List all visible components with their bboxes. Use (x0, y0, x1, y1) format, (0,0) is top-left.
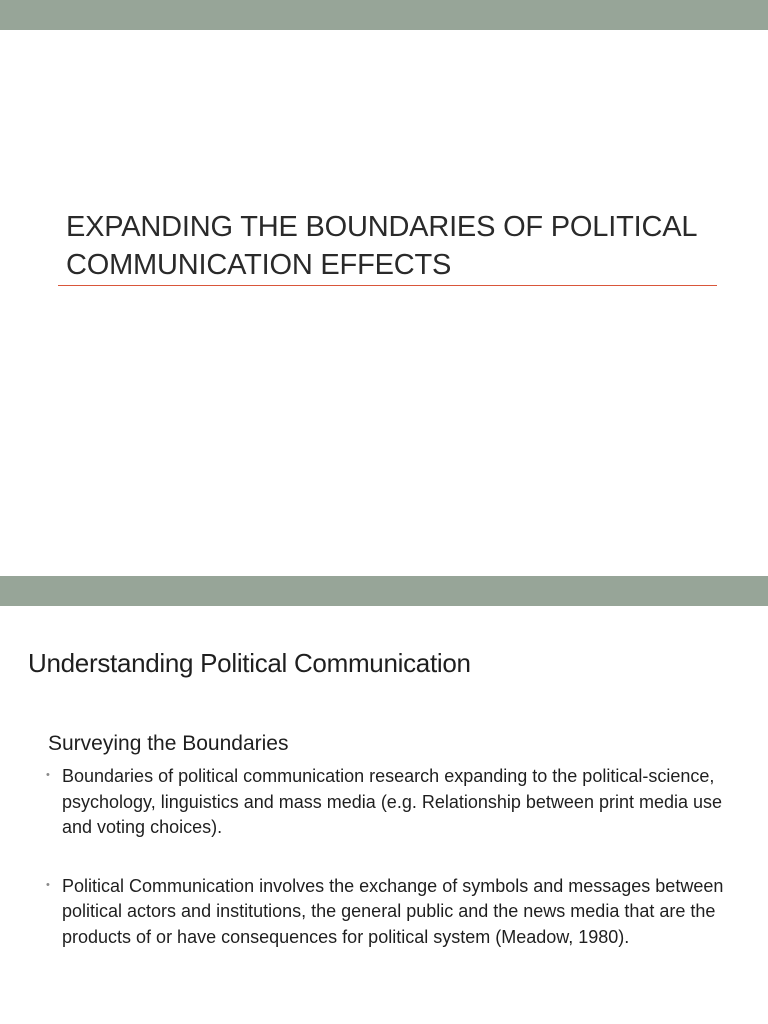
title-slide-top-band (0, 0, 768, 30)
content-slide-heading: Understanding Political Communication (28, 648, 471, 678)
bullet-list (44, 764, 734, 950)
content-slide-top-band (0, 576, 768, 606)
bullet-item (44, 764, 734, 841)
bullet-icon: • (46, 878, 50, 891)
title-underline-rule (58, 285, 717, 286)
bullet-text: Political Communication involves the exchange of symbols and messages between political actors and institutions, the general public and the news media that are the products of or have consequences for political system (Meadow, 1980). (62, 875, 724, 947)
content-slide-subheading: Surveying the Boundaries (48, 732, 289, 755)
title-slide-heading: EXPANDING THE BOUNDARIES OF POLITICAL COMMUNICATION EFFECTS (66, 211, 697, 281)
bullet-icon: • (46, 769, 50, 781)
bullet-item (44, 874, 734, 951)
bullet-text: Boundaries of political communication research expanding to the political-science, psychology, linguistics and mass media (e.g. Relationship between print media use and voting choices). (62, 766, 723, 837)
